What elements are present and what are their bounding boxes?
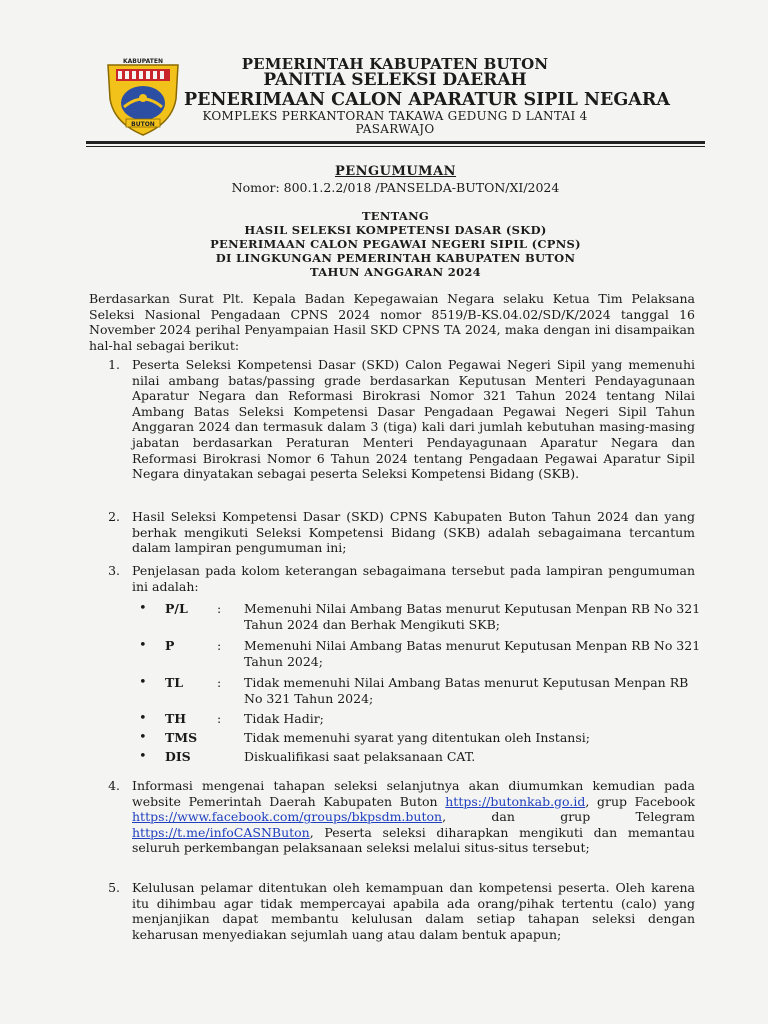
legend-desc-tl: Tidak memenuhi Nilai Ambang Batas menurut Keputusan Menpan RB No 321 Tahun 2024; — [244, 675, 689, 706]
intro-paragraph: Berdasarkan Surat Plt. Kepala Badan Kepegawaian Negara selaku Ketua Tim Pelaksana Seleksi Nasional Pengadaan CPNS 2024 nomor 8519/B-KS.04.02/SD/K/2024 tanggal 16 November 2024 perihal Penyampaian Hasil SKD CPNS TA 2024, maka dengan ini disampaikan hal-hal sebagai berikut: — [89, 291, 695, 353]
legend-desc-p: Memenuhi Nilai Ambang Batas menurut Keputusan Menpan RB No 321 Tahun 2024; — [244, 638, 701, 669]
subject-line-2: PENERIMAAN CALON PEGAWAI NEGERI SIPIL (CPNS) — [210, 237, 581, 251]
legend-code-dis: DIS — [165, 749, 191, 764]
item-number-3: 3. — [108, 563, 120, 578]
subject-line-1: HASIL SELEKSI KOMPETENSI DASAR (SKD) — [244, 223, 547, 237]
item-text-1: Peserta Seleksi Kompetensi Dasar (SKD) Calon Pegawai Negeri Sipil yang memenuhi nilai ambang batas/passing grade berdasarkan Keputusan Menteri Pendayagunaan Aparatur Negara dan Reformasi Birokrasi Nomor 321 Tahun 2024 tentang Nilai Ambang Batas Seleksi Kompetensi Dasar Pengadaan Pegawai Negeri Sipil Tahun Anggaran 2024 dan termasuk dalam 3 (tiga) kali dari jumlah kebutuhan masing-masing jabatan berdasarkan Peraturan Menteri Pendayagunaan Aparatur Negara dan Reformasi Birokrasi Nomor 6 Tahun 2024 tentang Pengadaan Pegawai Aparatur Sipil Negara dinyatakan sebagai peserta Seleksi Kompetensi Bidang (SKB). — [132, 357, 695, 482]
item-number-4: 4. — [108, 778, 120, 793]
item-text-3: Penjelasan pada kolom keterangan sebagaimana tersebut pada lampiran pengumuman ini adalah: — [132, 563, 695, 594]
legend-code-p: P — [165, 638, 175, 653]
legend-desc-th: Tidak Hadir; — [244, 711, 324, 726]
legend-desc-dis: Diskualifikasi saat pelaksanaan CAT. — [244, 749, 476, 764]
logo-text-bottom: BUTON — [131, 121, 155, 128]
subject-line-4: TAHUN ANGGARAN 2024 — [310, 265, 481, 279]
legend-code-tms: TMS — [165, 730, 198, 745]
letterhead-rule-thick — [86, 141, 705, 144]
link-telegram-group[interactable]: https://t.me/infoCASNButon — [132, 824, 310, 840]
header-city: PASARWAJO — [355, 122, 435, 136]
item-4-text-b: , grup Facebook — [585, 793, 695, 809]
legend-bullet: • — [139, 730, 147, 745]
item-text-2: Hasil Seleksi Kompetensi Dasar (SKD) CPNS Kabupaten Buton Tahun 2024 dan yang berhak mengikuti Seleksi Kompetensi Bidang (SKB) adalah sebagaimana tercantum dalam lampiran pengumuman ini; — [132, 509, 695, 556]
item-number-1: 1. — [108, 357, 120, 372]
legend-code-pl: P/L — [165, 601, 188, 616]
regency-logo — [102, 51, 184, 137]
item-4-text-c: , dan grup Telegram — [442, 809, 695, 825]
header-committee: PANITIA SELEKSI DAERAH — [263, 70, 527, 90]
subject-line-3: DI LINGKUNGAN PEMERINTAH KABUPATEN BUTON — [215, 251, 576, 265]
legend-bullet: • — [139, 675, 147, 690]
link-butonkab-website[interactable]: https://butonkab.go.id — [445, 793, 586, 809]
item-number-2: 2. — [108, 509, 120, 524]
legend-code-tl: TL — [165, 675, 184, 690]
legend-bullet: • — [139, 749, 147, 764]
logo-text-top: KABUPATEN — [123, 58, 163, 65]
legend-desc-tms: Tidak memenuhi syarat yang ditentukan oleh Instansi; — [244, 730, 590, 745]
announcement-title: PENGUMUMAN — [334, 164, 457, 179]
header-government: PEMERINTAH KABUPATEN BUTON — [241, 55, 549, 73]
legend-code-th: TH — [165, 711, 187, 726]
link-facebook-group[interactable]: https://www.facebook.com/groups/bkpsdm.buton — [132, 809, 443, 825]
legend-colon: : — [217, 638, 222, 653]
item-4-text-a: Informasi mengenai tahapan seleksi selanjutnya akan diumumkan kemudian pada website Pemerintah Daerah Kabupaten Buton — [132, 778, 695, 809]
legend-bullet: • — [139, 638, 147, 653]
legend-colon: : — [217, 711, 222, 726]
legend-bullet: • — [139, 601, 147, 616]
legend-colon: : — [217, 601, 222, 616]
header-address: KOMPLEKS PERKANTORAN TAKAWA GEDUNG D LANTAI 4 — [202, 109, 588, 123]
announcement-number: Nomor: 800.1.2.2/018 /PANSELDA-BUTON/XI/2024 — [231, 180, 560, 195]
legend-colon: : — [217, 675, 222, 690]
header-recruitment: PENERIMAAN CALON APARATUR SIPIL NEGARA — [184, 90, 670, 110]
item-4-text-d: , Peserta seleksi diharapkan mengikuti dan memantau seluruh perkembangan pelaksanaan seleksi melalui situs-situs tersebut; — [132, 824, 695, 856]
item-number-5: 5. — [108, 880, 120, 895]
item-text-4 — [132, 778, 695, 856]
letterhead-rule-thin — [86, 146, 705, 147]
legend-bullet: • — [139, 711, 147, 726]
legend-desc-pl: Memenuhi Nilai Ambang Batas menurut Keputusan Menpan RB No 321 Tahun 2024 dan Berhak Mengikuti SKB; — [244, 601, 701, 632]
item-text-5: Kelulusan pelamar ditentukan oleh kemampuan dan kompetensi peserta. Oleh karena itu dihimbau agar tidak mempercayai apabila ada orang/pihak tertentu (calo) yang menjanjikan dapat membantu kelulusan dalam setiap tahapan seleksi dengan keharusan menyediakan sejumlah uang atau dalam bentuk apapun; — [132, 880, 695, 942]
announcement-about: TENTANG — [361, 209, 430, 223]
